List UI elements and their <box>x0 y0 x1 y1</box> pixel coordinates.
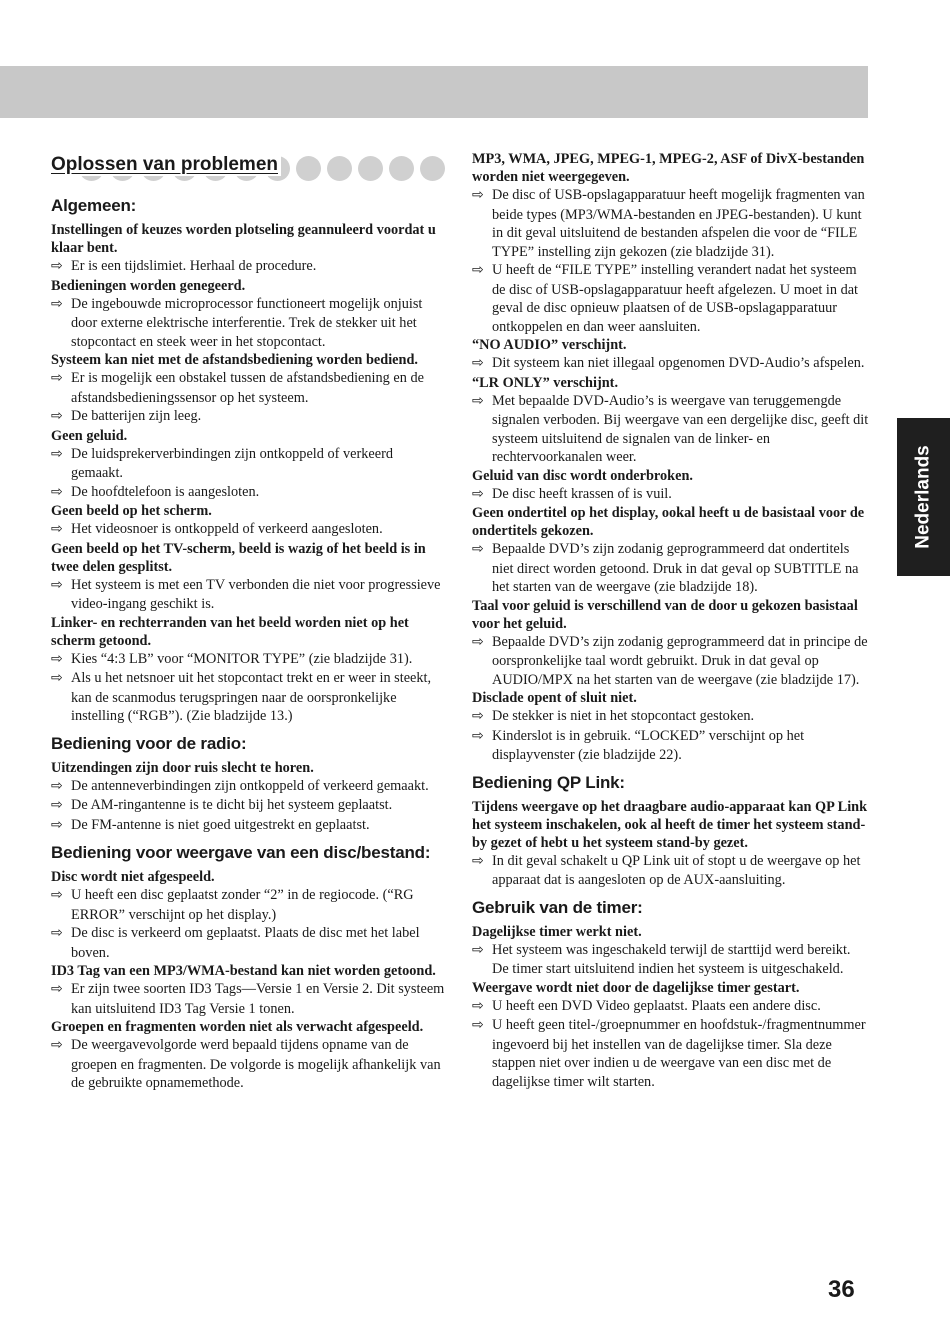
solution-item <box>472 354 869 374</box>
problem-text: Geen beeld op het TV-scherm, beeld is wazig of het beeld is in twee delen gesplitst. <box>51 540 426 575</box>
solution-text: De weergavevolgorde werd bepaald tijdens opname van de groepen en fragmenten. De volgorde is mogelijk afhankelijk van de gebruikte opnamemethode. <box>71 1037 441 1091</box>
problem-text: Disc wordt niet afgespeeld. <box>51 869 215 885</box>
problem-text: Geen geluid. <box>51 427 128 444</box>
solution-text: In dit geval schakelt u QP Link uit of stopt u de weergave op het apparaat dat is aangesloten op de AUX-aansluiting. <box>492 852 861 888</box>
solution-item <box>51 407 446 427</box>
arrow-icon: ⇨ <box>51 522 63 537</box>
problem-text: Weergave wordt niet door de dagelijkse timer gestart. <box>472 979 800 996</box>
topic-group <box>51 734 446 836</box>
problem-text: Instellingen of keuzes worden plotseling geannuleerd voordat u klaar bent. <box>51 222 436 256</box>
topic-heading: Gebruik van de timer: <box>472 897 643 917</box>
solution-item <box>51 483 446 503</box>
solution-item <box>472 1016 869 1091</box>
solution-text: Er zijn twee soorten ID3 Tags—Versie 1 en Versie 2. Dit systeem kan uitsluitend ID3 Tag Versie 1 tonen. <box>71 981 445 1017</box>
solution-item <box>51 257 446 277</box>
solution-text: De antenneverbindingen zijn ontkoppeld of verkeerd gemaakt. <box>71 777 429 794</box>
dot-icon <box>296 156 321 181</box>
arrow-icon: ⇨ <box>51 259 63 274</box>
topic-heading: Bediening voor weergave van een disc/bestand: <box>51 843 431 862</box>
solution-text: Het videosnoer is ontkoppeld of verkeerd aangesloten. <box>71 521 383 537</box>
problem-text: Taal voor geluid is verschillend van de door u gekozen basistaal voor het geluid. <box>472 597 858 632</box>
problem-text: Disclade opent of sluit niet. <box>472 690 637 706</box>
solution-text: U heeft geen titel-/groepnummer en hoofdstuk-/fragmentnummer ingevoerd bij het instellen van de dagelijkse timer. Sla deze stappen niet over indien u de weergave van een disc met de dagelijkse timer wilt starten. <box>492 1017 866 1090</box>
dot-icon <box>358 156 383 181</box>
arrow-icon: ⇨ <box>51 484 63 500</box>
solution-item <box>472 997 869 1017</box>
arrow-icon: ⇨ <box>51 577 63 593</box>
dot-icon <box>420 156 445 181</box>
arrow-icon: ⇨ <box>51 778 63 794</box>
problem-text: ID3 Tag van een MP3/WMA-bestand kan niet worden getoond. <box>51 963 436 979</box>
solution-text: Dit systeem kan niet illegaal opgenomen DVD-Audio’s afspelen. <box>492 355 865 371</box>
arrow-icon: ⇨ <box>51 371 63 386</box>
problem-text: “LR ONLY” verschijnt. <box>472 374 619 391</box>
arrow-icon: ⇨ <box>472 263 484 278</box>
problem-text: Dagelijkse timer werkt niet. <box>472 923 642 940</box>
solution-item <box>472 485 869 505</box>
solution-text: De stekker is niet in het stopcontact gestoken. <box>492 708 755 724</box>
solution-item <box>51 796 446 816</box>
solution-item <box>51 576 446 614</box>
solution-item <box>472 392 869 467</box>
solution-text: De disc heeft krassen of is vuil. <box>492 485 672 502</box>
problem-text: “NO AUDIO” verschijnt. <box>472 337 627 353</box>
solution-text: Het systeem is met een TV verbonden die niet voor progressieve video-ingang geschikt is. <box>71 576 441 612</box>
arrow-icon: ⇨ <box>472 542 484 557</box>
solution-item <box>51 980 446 1018</box>
solution-text: De disc of USB-opslagapparatuur heeft mogelijk fragmenten van beide types (MP3/WMA-bestanden en JPEG-bestanden). U kunt in dit geval uitsluitend de bestanden afspelen die voor de “FILE TYPE” instelling zijn gekozen (zie bladzijde 31). <box>492 187 865 260</box>
topic-heading: Bediening QP Link: <box>472 772 625 792</box>
right-column <box>472 150 869 1091</box>
arrow-icon: ⇨ <box>472 853 484 869</box>
solution-item <box>472 941 869 979</box>
arrow-icon: ⇨ <box>51 651 63 667</box>
arrow-icon: ⇨ <box>472 188 484 203</box>
solution-text: Er is mogelijk een obstakel tussen de afstandsbediening en de afstandsbedieningssensor op het systeem. <box>71 370 424 406</box>
solution-item <box>472 186 869 261</box>
solution-text: De luidsprekerverbindingen zijn ontkoppeld of verkeerd gemaakt. <box>71 445 393 481</box>
solution-text: Kies “4:3 LB” voor “MONITOR TYPE” (zie bladzijde 31). <box>71 650 413 667</box>
topic-group <box>51 843 446 1093</box>
section-header <box>51 150 446 188</box>
dot-icon <box>327 156 352 181</box>
arrow-icon: ⇨ <box>472 1018 484 1033</box>
arrow-icon: ⇨ <box>51 888 63 903</box>
arrow-icon: ⇨ <box>51 982 63 997</box>
solution-text: De ingebouwde microprocessor functioneert mogelijk onjuist door externe elektrische interferentie. Trek de stekker uit het stopcontact en steek weer in het stopcontact. <box>71 295 423 350</box>
solution-text: U heeft de “FILE TYPE” instelling verandert nadat het systeem de disc of USB-opslagapparatuur heeft afgelezen. U moet in dat geval de disc opnieuw plaatsen of de USB-opslagapparatuur ontkoppelen en dan weer aansluiten. <box>492 262 859 335</box>
solution-text: Met bepaalde DVD-Audio’s is weergave van teruggemengde signalen verboden. Bij weergave van een dergelijke disc, geeft dit systeem uitsluitend de signalen van de linker- en rechtervoorkanalen weer. <box>492 392 869 465</box>
topic-group <box>51 196 446 726</box>
solution-item <box>472 633 869 690</box>
topic-group <box>472 898 869 1092</box>
solution-item <box>51 445 446 483</box>
arrow-icon: ⇨ <box>51 817 63 833</box>
problem-text: Geen beeld op het scherm. <box>51 503 212 519</box>
solution-item <box>51 924 446 962</box>
solution-item <box>472 727 869 765</box>
arrow-icon: ⇨ <box>472 942 484 958</box>
solution-text: U heeft een DVD Video geplaatst. Plaats een andere disc. <box>492 997 821 1014</box>
arrow-icon: ⇨ <box>472 728 484 744</box>
solution-text: Bepaalde DVD’s zijn zodanig geprogrammeerd dat in principe de oorspronkelijke taal wordt gebruikt. Druk in dat geval op AUDIO/MPX na het starten van de weergave (zie bladzijde 17). <box>492 633 868 688</box>
solution-item <box>51 886 446 924</box>
solution-item <box>472 261 869 336</box>
page-number: 36 <box>828 1276 855 1303</box>
topic-heading: Bediening voor de radio: <box>51 733 247 753</box>
solution-text: De AM-ringantenne is te dicht bij het systeem geplaatst. <box>71 797 393 813</box>
topic-group <box>472 150 869 765</box>
solution-item <box>51 369 446 407</box>
dot-icon <box>389 156 414 181</box>
problem-text: Geluid van disc wordt onderbroken. <box>472 467 693 484</box>
solution-item <box>51 669 446 726</box>
solution-item <box>51 295 446 352</box>
arrow-icon: ⇨ <box>472 634 484 650</box>
solution-text: Het systeem was ingeschakeld terwijl de starttijd werd bereikt. De timer start uitsluitend indien het systeem is uitgeschakeld. <box>492 941 851 977</box>
solution-text: De FM-antenne is niet goed uitgestrekt en geplaatst. <box>71 816 370 833</box>
solution-item <box>472 707 869 727</box>
arrow-icon: ⇨ <box>51 798 63 813</box>
language-tab <box>897 418 950 576</box>
arrow-icon: ⇨ <box>472 709 484 724</box>
arrow-icon: ⇨ <box>51 446 63 462</box>
arrow-icon: ⇨ <box>51 1038 63 1053</box>
problem-text: Systeem kan niet met de afstandsbediening worden bediend. <box>51 352 418 368</box>
solution-item <box>472 852 869 890</box>
solution-text: Er is een tijdslimiet. Herhaal de procedure. <box>71 258 317 274</box>
solution-item <box>472 540 869 597</box>
arrow-icon: ⇨ <box>51 671 63 686</box>
solution-text: Kinderslot is in gebruik. “LOCKED” verschijnt op het displayvenster (zie bladzijde 22). <box>492 727 805 763</box>
problem-text: Uitzendingen zijn door ruis slecht te horen. <box>51 759 314 776</box>
arrow-icon: ⇨ <box>51 409 63 424</box>
solution-item <box>51 816 446 836</box>
language-tab-label: Nederlands <box>912 445 934 549</box>
solution-item <box>51 650 446 670</box>
problem-text: Tijdens weergave op het draagbare audio-apparaat kan QP Link het systeem inschakelen, ook al heeft de timer het systeem stand-by gezet of hebt u het systeem stand-by gezet. <box>472 798 868 851</box>
problem-text: MP3, WMA, JPEG, MPEG-1, MPEG-2, ASF of DivX-bestanden worden niet weergegeven. <box>472 151 865 185</box>
arrow-icon: ⇨ <box>472 393 484 409</box>
topic-heading: Algemeen: <box>51 196 137 215</box>
solution-item <box>51 1036 446 1093</box>
page-title: Oplossen van problemen <box>51 154 281 176</box>
header-band <box>0 66 868 118</box>
solution-text: Als u het netsnoer uit het stopcontact trekt en er weer in steekt, kan de scanmodus terugspringen naar de oorspronkelijke instelling (“RGB”). (Zie bladzijde 13.) <box>71 670 432 724</box>
problem-text: Groepen en fragmenten worden niet als verwacht afgespeeld. <box>51 1019 424 1035</box>
arrow-icon: ⇨ <box>472 356 484 371</box>
solution-item <box>51 520 446 540</box>
solution-text: Bepaalde DVD’s zijn zodanig geprogrammeerd dat ondertitels niet direct worden getoond. Druk in dat geval op SUBTITLE na het starten van de weergave (zie bladzijde 18). <box>492 541 859 595</box>
solution-text: De disc is verkeerd om geplaatst. Plaats de disc met het label boven. <box>71 925 420 961</box>
arrow-icon: ⇨ <box>51 926 63 941</box>
solution-text: U heeft een disc geplaatst zonder “2” in de regiocode. (“RG ERROR” verschijnt op het display.) <box>71 887 414 923</box>
solution-text: De hoofdtelefoon is aangesloten. <box>71 483 260 500</box>
arrow-icon: ⇨ <box>472 998 484 1014</box>
solution-text: De batterijen zijn leeg. <box>71 408 202 424</box>
arrow-icon: ⇨ <box>51 296 63 312</box>
problem-text: Bedieningen worden genegeerd. <box>51 277 246 294</box>
topic-group <box>472 773 869 890</box>
solution-item <box>51 777 446 797</box>
problem-text: Geen ondertitel op het display, ookal heeft u de basistaal voor de ondertitels gekozen. <box>472 505 865 539</box>
left-column <box>51 150 446 1093</box>
arrow-icon: ⇨ <box>472 486 484 502</box>
problem-text: Linker- en rechterranden van het beeld worden niet op het scherm getoond. <box>51 614 409 649</box>
